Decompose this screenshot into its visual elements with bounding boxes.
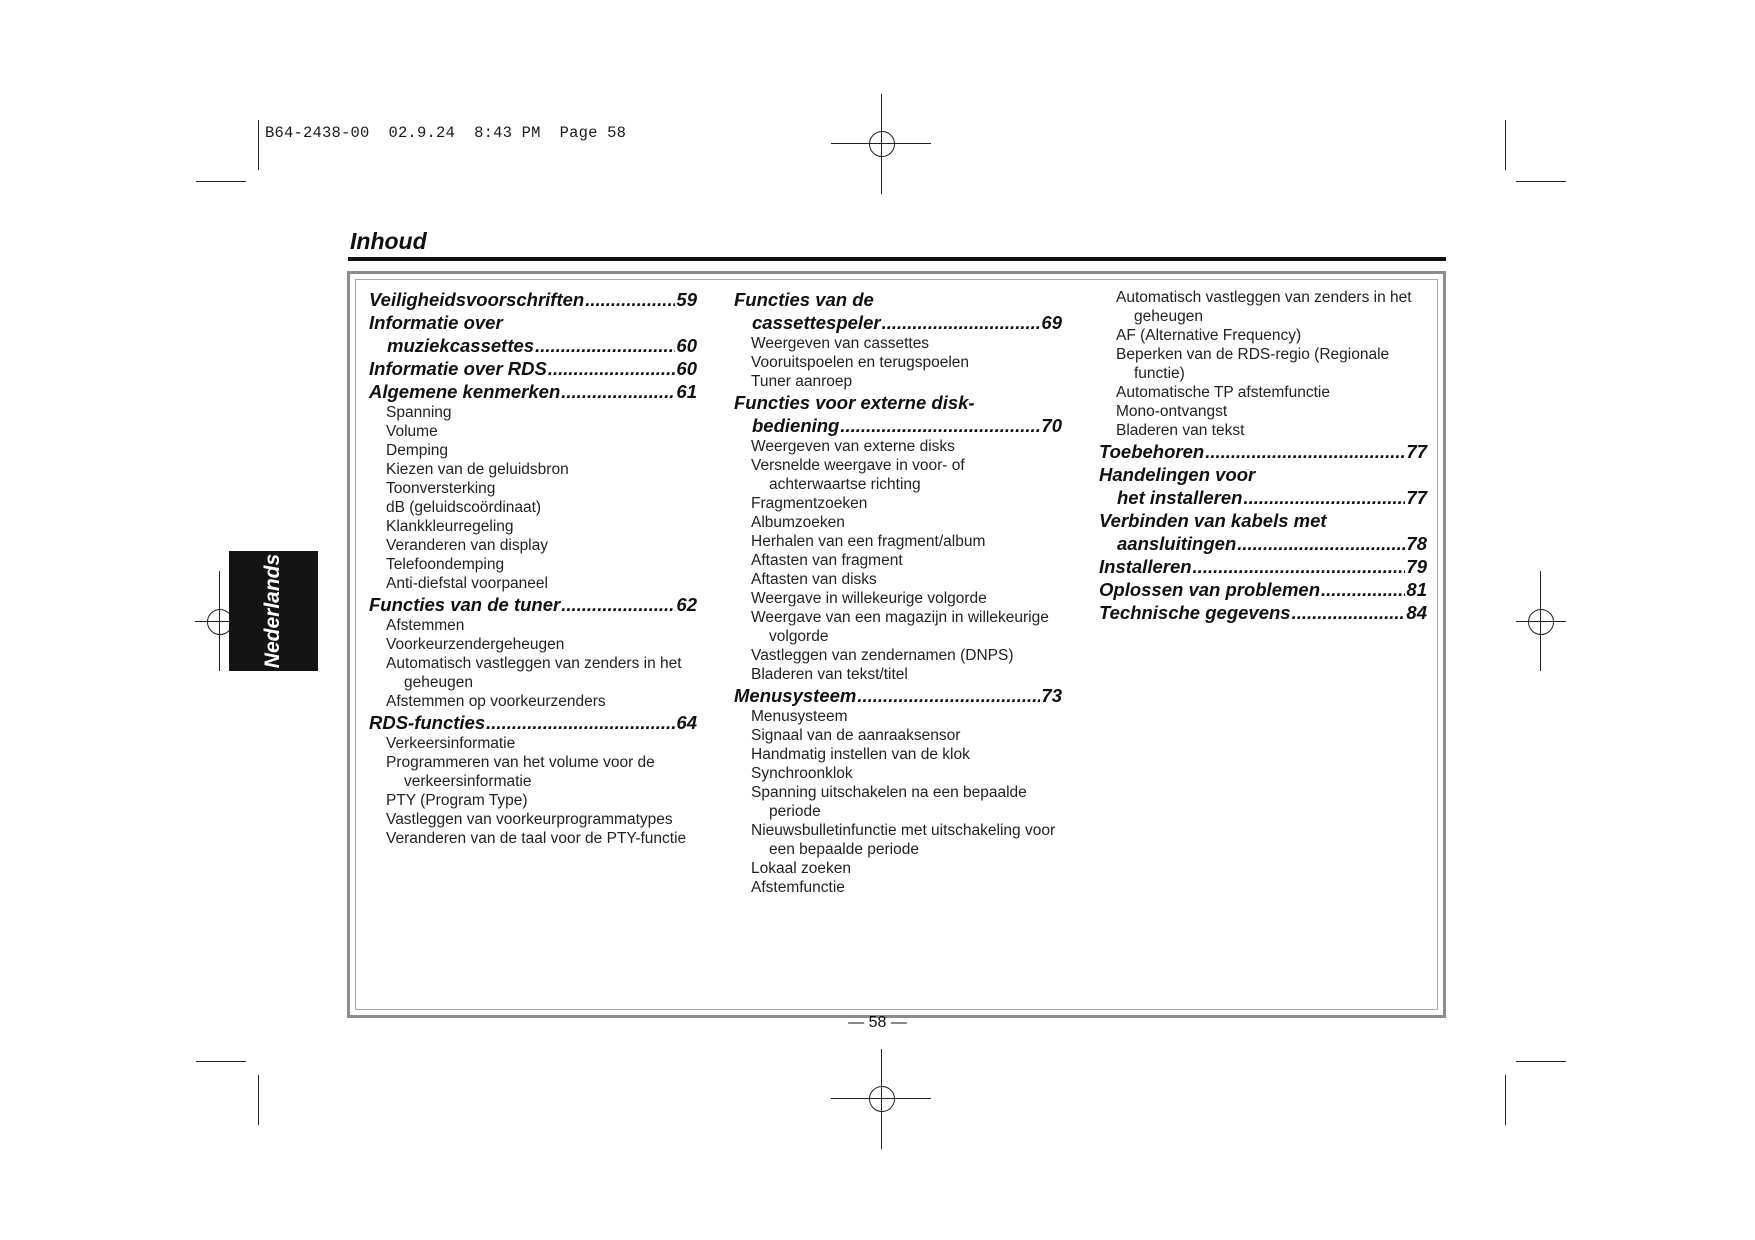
toc-section	[369, 711, 697, 734]
toc-subitem: Nieuwsbulletinfunctie met uitschakeling voor een bepaalde periode	[751, 822, 1056, 858]
toc-leader-dots	[1193, 555, 1406, 578]
toc-leader-dots	[535, 334, 675, 357]
toc-section-line	[734, 414, 1062, 437]
toc-page-number: 84	[1406, 602, 1427, 623]
toc-subitem: Automatisch vastleggen van zenders in het geheugen	[1116, 289, 1412, 325]
page-number: — 58 —	[848, 1014, 907, 1031]
toc-section-title: Functies van de tuner	[369, 594, 561, 615]
toc-subitem: dB (geluidscoördinaat)	[386, 499, 542, 516]
toc-column-3	[1099, 288, 1427, 624]
page-title: Inhoud	[350, 228, 427, 254]
toc-subitem: Synchroonklok	[751, 765, 853, 782]
toc-subitem: Spanning uitschakelen na een bepaalde periode	[751, 784, 1027, 820]
toc-section	[369, 311, 697, 357]
toc-leader-dots	[1292, 601, 1406, 624]
crop-mark	[1516, 1061, 1566, 1062]
toc-leader-dots	[1243, 486, 1405, 509]
toc-section	[1099, 509, 1427, 555]
toc-leader-dots	[840, 414, 1040, 437]
toc-subitem: Beperken van de RDS-regio (Regionale functie)	[1116, 346, 1390, 382]
toc-subitem: Verkeersinformatie	[386, 735, 516, 752]
toc-section-title: Veiligheidsvoorschriften	[369, 289, 585, 310]
toc-section	[734, 391, 1062, 437]
toc-section	[1099, 440, 1427, 463]
toc-section-title: Informatie over	[369, 312, 503, 333]
toc-section-title: muziekcassettes	[387, 335, 535, 356]
toc-leader-dots	[561, 380, 675, 403]
toc-subitem: Bladeren van tekst	[1116, 422, 1245, 439]
doc-code: B64-2438-00	[265, 124, 370, 142]
toc-section-title: Toebehoren	[1099, 441, 1205, 462]
registration-mark-top	[831, 119, 931, 169]
print-date: 02.9.24	[388, 124, 456, 142]
toc-leader-dots	[1205, 440, 1405, 463]
toc-section-line	[734, 311, 1062, 334]
toc-leader-dots	[585, 288, 675, 311]
toc-leader-dots	[1237, 532, 1405, 555]
crop-mark	[258, 1075, 259, 1125]
toc-page-number: 61	[676, 381, 697, 402]
toc-leader-dots	[548, 357, 676, 380]
toc-subitem: Weergeven van cassettes	[751, 335, 930, 352]
toc-subitem: Veranderen van de taal voor de PTY-functie	[386, 830, 687, 847]
toc-subitem: Telefoondemping	[386, 556, 505, 573]
toc-subitem: Afstemmen op voorkeurzenders	[386, 693, 606, 710]
toc-subitem: Herhalen van een fragment/album	[751, 533, 986, 550]
toc-subitem: Tuner aanroep	[751, 373, 853, 390]
toc-page-number: 73	[1041, 685, 1062, 706]
toc-subitem: Albumzoeken	[751, 514, 845, 531]
toc-subitem: Weergeven van externe disks	[751, 438, 955, 455]
toc-subitem: Toonversterking	[386, 480, 496, 497]
crop-mark	[196, 1061, 246, 1062]
toc-subitem: Handmatig instellen van de klok	[751, 746, 970, 763]
toc-subitem: Signaal van de aanraaksensor	[751, 727, 961, 744]
print-header	[265, 124, 626, 142]
toc-section-line	[369, 334, 697, 357]
toc-subitem: Veranderen van display	[386, 537, 549, 554]
toc-column-1	[369, 288, 697, 848]
toc-section	[1099, 555, 1427, 578]
toc-page-number: 79	[1406, 556, 1427, 577]
toc-subitem: Automatisch vastleggen van zenders in het geheugen	[386, 655, 682, 691]
toc-subitem: Klankkleurregeling	[386, 518, 514, 535]
language-tab	[229, 551, 318, 671]
toc-leader-dots	[486, 711, 675, 734]
toc-subitem: Volume	[386, 423, 438, 440]
toc-page-number: 81	[1406, 579, 1427, 600]
toc-section-title: bediening	[752, 415, 840, 436]
toc-section-title: Technische gegevens	[1099, 602, 1291, 623]
toc-section-title: het installeren	[1117, 487, 1243, 508]
toc-subitem: Aftasten van disks	[751, 571, 877, 588]
toc-section-title: Functies van de	[734, 289, 874, 310]
toc-section	[369, 357, 697, 380]
toc-section-line	[369, 593, 697, 616]
toc-leader-dots	[857, 684, 1040, 707]
toc-section-title: Installeren	[1099, 556, 1192, 577]
toc-subitem: Automatische TP afstemfunctie	[1116, 384, 1330, 401]
toc-subitem: Demping	[386, 442, 449, 459]
toc-section	[1099, 601, 1427, 624]
registration-mark-bottom	[831, 1074, 931, 1124]
toc-subitem: Menusysteem	[751, 708, 848, 725]
toc-subitem: AF (Alternative Frequency)	[1116, 327, 1302, 344]
toc-subitem: Vastleggen van zendernamen (DNPS)	[751, 647, 1014, 664]
toc-page-number: 60	[676, 335, 697, 356]
toc-section	[1099, 463, 1427, 509]
toc-subitem: Vooruitspoelen en terugspoelen	[751, 354, 970, 371]
print-page-label: Page 58	[559, 124, 627, 142]
toc-section-line	[369, 357, 697, 380]
toc-section-title: Verbinden van kabels met	[1099, 510, 1327, 531]
toc-section-line	[369, 380, 697, 403]
toc-subitem: Anti-diefstal voorpaneel	[386, 575, 548, 592]
toc-subitem: Aftasten van fragment	[751, 552, 903, 569]
toc-section-line	[1099, 555, 1427, 578]
toc-section	[369, 593, 697, 616]
toc-section-line	[1099, 578, 1427, 601]
toc-subitem: Afstemfunctie	[751, 879, 845, 896]
crop-mark	[1505, 1075, 1506, 1125]
toc-subitem: Mono-ontvangst	[1116, 403, 1228, 420]
toc-section	[734, 288, 1062, 334]
toc-leader-dots	[882, 311, 1041, 334]
toc-section-line	[369, 711, 697, 734]
toc-section-title: cassettespeler	[752, 312, 881, 333]
toc-subitem: PTY (Program Type)	[386, 792, 528, 809]
crop-mark	[1516, 181, 1566, 182]
crop-mark	[196, 181, 246, 182]
toc-subitem: Spanning	[386, 404, 452, 421]
toc-page-number: 64	[676, 712, 697, 733]
toc-subitem: Fragmentzoeken	[751, 495, 868, 512]
toc-section-line	[369, 288, 697, 311]
toc-section-title: RDS-functies	[369, 712, 486, 733]
toc-page-number: 70	[1041, 415, 1062, 436]
toc-section-line	[1099, 486, 1427, 509]
toc-section-line	[1099, 440, 1427, 463]
toc-subitem: Vastleggen van voorkeurprogrammatypes	[386, 811, 673, 828]
toc-subitem: Programmeren van het volume voor de verkeersinformatie	[386, 754, 655, 790]
toc-section-line	[1099, 532, 1427, 555]
toc-column-2	[734, 288, 1062, 897]
crop-mark	[1505, 120, 1506, 170]
registration-mark-right	[1516, 571, 1566, 671]
toc-leader-dots	[561, 593, 675, 616]
toc-subitem: Weergave van een magazijn in willekeurige volgorde	[751, 609, 1049, 645]
crop-mark	[258, 120, 259, 170]
toc-subitem: Lokaal zoeken	[751, 860, 851, 877]
toc-section-line	[1099, 601, 1427, 624]
toc-leader-dots	[1321, 578, 1405, 601]
toc-section-title: Informatie over RDS	[369, 358, 547, 379]
toc-section-title: Handelingen voor	[1099, 464, 1256, 485]
language-tab-label: Nederlands	[261, 553, 285, 669]
toc-section-title: Menusysteem	[734, 685, 857, 706]
toc-page-number: 77	[1406, 487, 1427, 508]
toc-section-title: Algemene kenmerken	[369, 381, 561, 402]
toc-page-number: 77	[1406, 441, 1427, 462]
toc-section	[369, 380, 697, 403]
toc-section-line	[734, 684, 1062, 707]
title-rule	[348, 257, 1446, 261]
toc-subitem: Kiezen van de geluidsbron	[386, 461, 569, 478]
toc-section	[369, 288, 697, 311]
toc-section-title: Oplossen van problemen	[1099, 579, 1321, 600]
toc-page-number: 60	[676, 358, 697, 379]
toc-section	[1099, 578, 1427, 601]
toc-subitem: Voorkeurzendergeheugen	[386, 636, 565, 653]
toc-page-number: 78	[1406, 533, 1427, 554]
toc-subitem: Weergave in willekeurige volgorde	[751, 590, 987, 607]
toc-page-number: 69	[1041, 312, 1062, 333]
toc-subitem: Versnelde weergave in voor- of achterwaartse richting	[751, 457, 965, 493]
toc-page-number: 62	[676, 594, 697, 615]
print-time: 8:43 PM	[474, 124, 541, 142]
toc-subitem: Afstemmen	[386, 617, 465, 634]
toc-section-title: Functies voor externe disk-	[734, 392, 975, 413]
toc-page-number: 59	[676, 289, 697, 310]
toc-section	[734, 684, 1062, 707]
toc-section-title: aansluitingen	[1117, 533, 1237, 554]
toc-subitem: Bladeren van tekst/titel	[751, 666, 908, 683]
